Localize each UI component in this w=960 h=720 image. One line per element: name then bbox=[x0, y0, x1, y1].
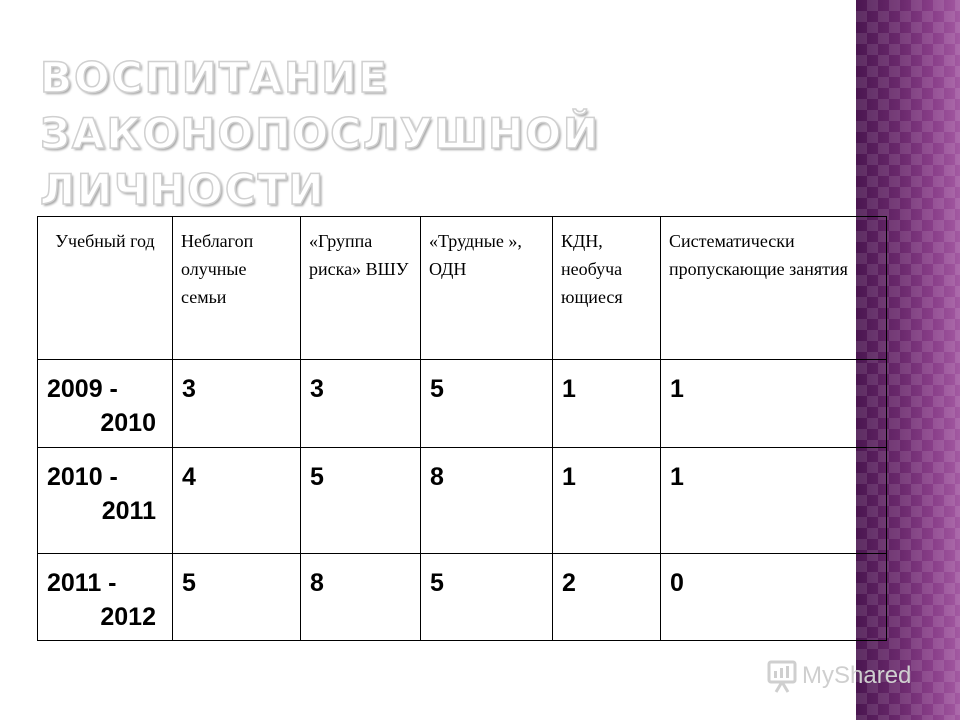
header-cell-kdn bbox=[553, 217, 661, 360]
value-cell: 5 bbox=[421, 554, 553, 641]
value-cell: 5 bbox=[173, 554, 301, 641]
header-text: Неблагоп олучные семьи bbox=[181, 231, 254, 307]
slide-title: ВОСПИТАНИЕ ЗАКОНОПОСЛУШНОЙ ЛИЧНОСТИ bbox=[40, 53, 601, 214]
header-text: КДН, необуча ющиеся bbox=[561, 231, 623, 307]
year-cell bbox=[38, 448, 173, 554]
value-cell: 1 bbox=[553, 360, 661, 448]
year-start: 2011 - bbox=[47, 569, 117, 597]
year-cell bbox=[38, 360, 173, 448]
value-cell: 3 bbox=[173, 360, 301, 448]
year-end: 2012 bbox=[100, 603, 156, 631]
value-cell: 5 bbox=[421, 360, 553, 448]
year-cell bbox=[38, 554, 173, 641]
value-cell: 8 bbox=[301, 554, 421, 641]
header-cell-risk-group bbox=[301, 217, 421, 360]
table-row bbox=[38, 448, 887, 554]
header-cell-truants bbox=[661, 217, 887, 360]
year-start: 2010 - bbox=[47, 463, 118, 491]
year-start: 2009 - bbox=[47, 375, 118, 403]
watermark bbox=[766, 656, 926, 696]
value-cell: 0 bbox=[661, 554, 887, 641]
header-cell-dysfunctional-families bbox=[173, 217, 301, 360]
table-header-row bbox=[38, 217, 887, 360]
header-cell-year bbox=[38, 217, 173, 360]
value-cell: 1 bbox=[553, 448, 661, 554]
value-cell: 8 bbox=[421, 448, 553, 554]
watermark-text: MyShared bbox=[802, 662, 912, 689]
header-text: Систематически пропускающие занятия bbox=[669, 231, 848, 279]
table-row bbox=[38, 360, 887, 448]
table-row bbox=[38, 554, 887, 641]
year-end: 2011 bbox=[101, 497, 156, 525]
presentation-board-icon bbox=[766, 658, 798, 694]
header-text: «Трудные », ОДН bbox=[429, 231, 522, 279]
header-text: «Группа риска» ВШУ bbox=[309, 231, 409, 279]
header-text: Учебный год bbox=[55, 231, 155, 251]
header-cell-difficult bbox=[421, 217, 553, 360]
statistics-table bbox=[37, 216, 887, 641]
value-cell: 1 bbox=[661, 448, 887, 554]
value-cell: 5 bbox=[301, 448, 421, 554]
year-end: 2010 bbox=[100, 409, 156, 437]
value-cell: 2 bbox=[553, 554, 661, 641]
value-cell: 1 bbox=[661, 360, 887, 448]
value-cell: 3 bbox=[301, 360, 421, 448]
value-cell: 4 bbox=[173, 448, 301, 554]
